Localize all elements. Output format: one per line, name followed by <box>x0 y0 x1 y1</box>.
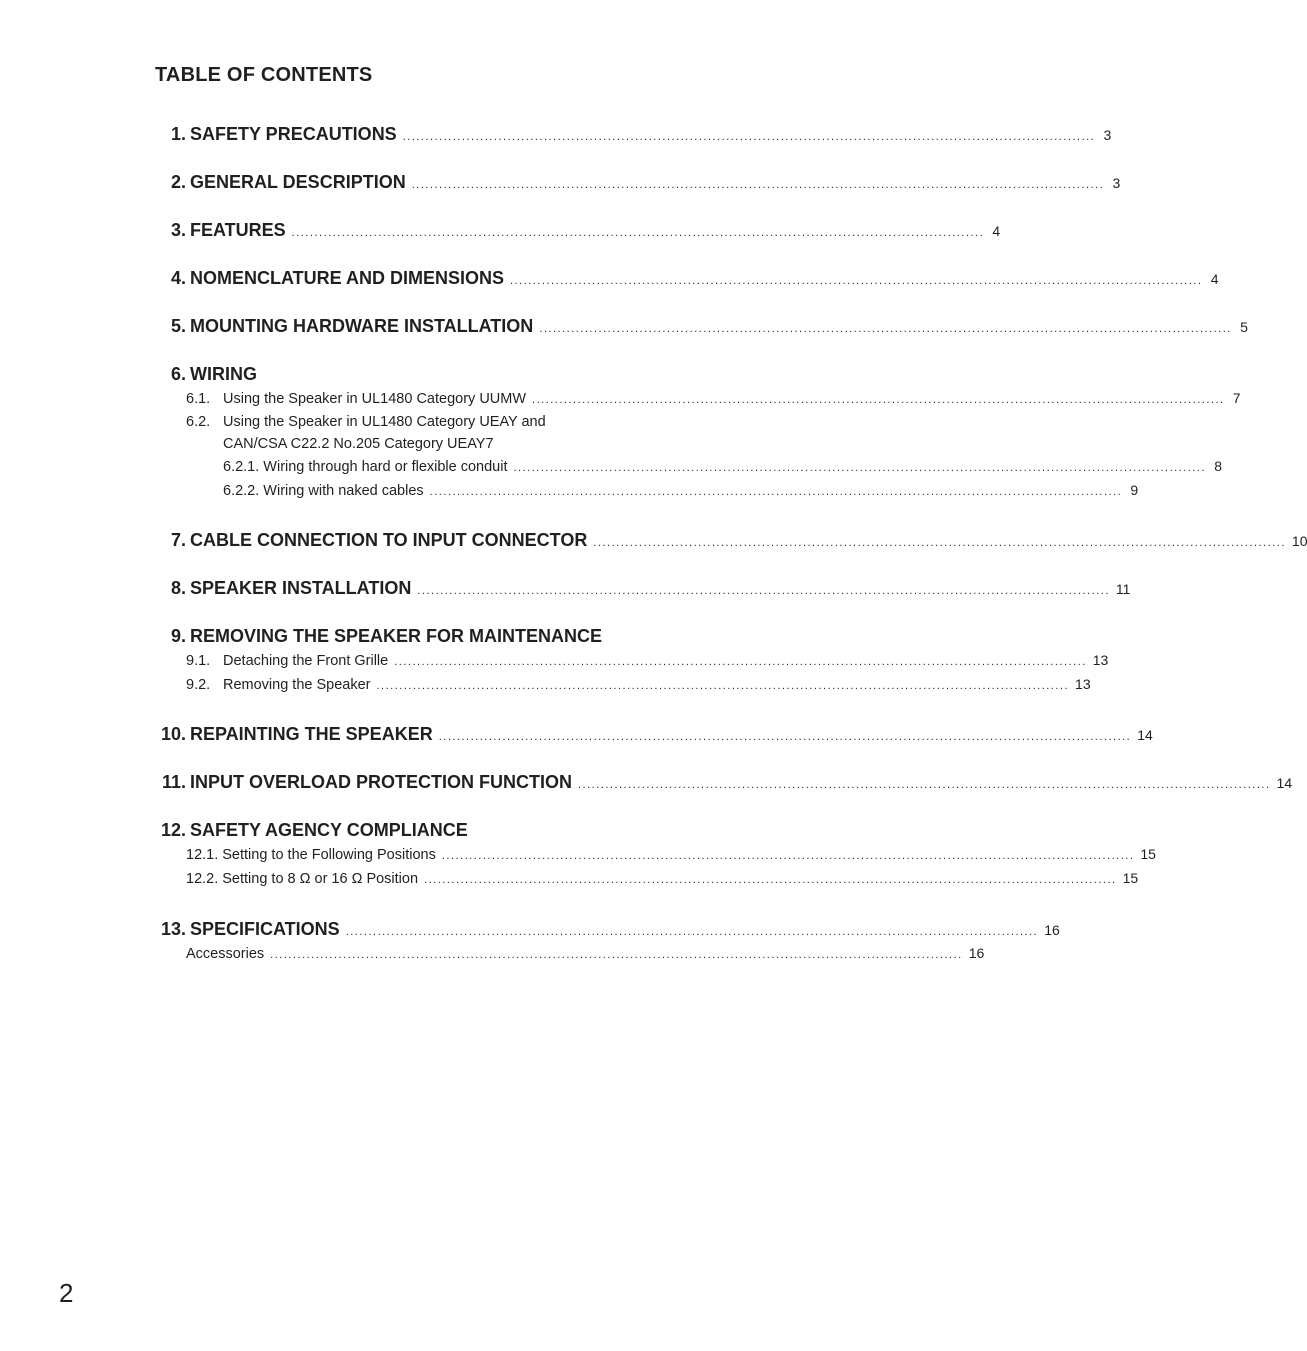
toc-subentry-title: Using the Speaker in UL1480 Category UUMW <box>223 391 527 407</box>
toc-entry-1[interactable] <box>155 124 1112 150</box>
toc-subentry-number: 6.2.2. <box>223 483 260 499</box>
toc-subentry-title-continued: CAN/CSA C22.2 No.205 Category UEAY7 <box>223 436 494 452</box>
toc-entry-6[interactable] <box>155 364 787 390</box>
toc-subentry-number: 12.2. <box>186 871 219 887</box>
toc-subentry-9-2[interactable] <box>155 676 1091 700</box>
dot-leader: ........................................................................................................................................................ <box>424 874 1117 886</box>
toc-entry-4[interactable] <box>155 268 1219 294</box>
toc-entry-number: 3. <box>170 220 186 240</box>
page-number: 2 <box>59 1278 74 1308</box>
toc-entry-title: REPAINTING THE SPEAKER <box>190 724 433 744</box>
dot-leader: ........................................................................................................................................................ <box>291 227 985 239</box>
toc-entry-2[interactable] <box>155 172 1121 198</box>
toc-entry-page: 14 <box>1276 775 1293 791</box>
toc-entry-title: SAFETY PRECAUTIONS <box>190 124 397 144</box>
toc-entry-number: 11. <box>161 772 186 792</box>
toc-subentry-title: Removing the Speaker <box>223 677 371 693</box>
toc-entry-page: 11 <box>1115 581 1131 597</box>
toc-entry-number: 1. <box>170 124 186 144</box>
toc-entry-number: 4. <box>170 268 186 288</box>
toc-subentry-title: Wiring with naked cables <box>263 483 424 499</box>
toc-entry-number: 7. <box>170 530 186 550</box>
toc-subentry-page: 13 <box>1075 676 1091 692</box>
toc-subentry-6-2-2[interactable] <box>155 482 1139 506</box>
toc-subentry-number: 6.2. <box>186 414 211 430</box>
toc-subentry-9-1[interactable] <box>155 652 1109 676</box>
toc-entry-title: SPEAKER INSTALLATION <box>190 578 412 598</box>
toc-entry-title: SPECIFICATIONS <box>190 919 340 939</box>
dot-leader: ........................................................................................................................................................ <box>578 779 1271 791</box>
toc-entry-title: MOUNTING HARDWARE INSTALLATION <box>190 316 534 336</box>
toc-entry-title: SAFETY AGENCY COMPLIANCE <box>190 820 468 840</box>
toc-entry-title: GENERAL DESCRIPTION <box>190 172 406 192</box>
dot-leader: ........................................................................................................................................................ <box>270 949 963 961</box>
toc-entry-number: 13. <box>160 919 186 939</box>
toc-entry-number: 8. <box>170 578 186 598</box>
toc-subentry-page: 16 <box>968 945 985 961</box>
toc-subentry-page: 13 <box>1092 652 1109 668</box>
toc-subentry-number: 6.1. <box>186 391 211 407</box>
toc-entry-number: 9. <box>170 626 186 646</box>
toc-entry-title: FEATURES <box>190 220 286 240</box>
toc-entry-page: 3 <box>1112 175 1121 191</box>
toc-entry-number: 6. <box>170 364 186 384</box>
dot-leader: ........................................................................................................................................................ <box>417 585 1110 597</box>
toc-subentry-12-1[interactable] <box>155 846 1156 870</box>
toc-entry-page: 4 <box>1210 271 1219 287</box>
toc-entry-title: INPUT OVERLOAD PROTECTION FUNCTION <box>190 772 572 792</box>
dot-leader: ........................................................................................................................................................ <box>513 462 1207 474</box>
toc-entry-page: 5 <box>1240 319 1248 335</box>
toc-subentry-number: 6.2.1. <box>223 459 260 475</box>
toc-entry-page: 3 <box>1103 127 1112 143</box>
toc-subentry-page: 9 <box>1130 482 1139 498</box>
toc-entry-page: 10 <box>1291 533 1307 549</box>
toc-entry-page: 14 <box>1137 727 1153 743</box>
dot-leader: ........................................................................................................................................................ <box>376 680 1070 692</box>
dot-leader: ........................................................................................................................................................ <box>411 179 1105 191</box>
toc-subentry-accessories[interactable] <box>155 945 985 969</box>
toc-entry-title: WIRING <box>190 364 257 384</box>
toc-subentry-page: 7 <box>1232 390 1241 406</box>
toc-entry-8[interactable] <box>155 578 1131 604</box>
toc-entry-number: 12. <box>160 820 186 840</box>
dot-leader: ........................................................................................................................................................ <box>402 131 1096 143</box>
toc-subentry-page: 15 <box>1140 846 1156 862</box>
dot-leader: ........................................................................................................................................................ <box>510 275 1203 287</box>
page-title: TABLE OF CONTENTS <box>155 64 373 86</box>
dot-leader: ........................................................................................................................................................ <box>539 323 1232 335</box>
toc-entry-number: 2. <box>170 172 186 192</box>
dot-leader: ........................................................................................................................................................ <box>593 537 1286 549</box>
toc-subentry-title: Accessories <box>186 946 265 962</box>
toc-subentry-number: 9.1. <box>186 653 211 669</box>
toc-subentry-title: Setting to the Following Positions <box>222 847 436 863</box>
toc-entry-title: NOMENCLATURE AND DIMENSIONS <box>190 268 504 288</box>
dot-leader: ........................................................................................................................................................ <box>441 850 1135 862</box>
toc-entry-number: 5. <box>170 316 186 336</box>
toc-subentry-12-2[interactable] <box>155 870 1139 894</box>
toc-entry-12[interactable] <box>155 820 787 846</box>
toc-entry-3[interactable] <box>155 220 1001 246</box>
toc-entry-page: 4 <box>992 223 1001 239</box>
toc-entry-title: REMOVING THE SPEAKER FOR MAINTENANCE <box>190 626 603 646</box>
toc-entry-11[interactable] <box>155 772 1293 798</box>
toc-subentry-title: Using the Speaker in UL1480 Category UEAY and <box>223 414 546 430</box>
toc-entry-page: 16 <box>1044 922 1060 938</box>
dot-leader: ........................................................................................................................................................ <box>345 926 1039 938</box>
toc-subentry-title: Detaching the Front Grille <box>223 653 389 669</box>
toc-subentry-6-2-1[interactable] <box>155 458 1223 482</box>
toc-subentry-title: Setting to 8 Ω or 16 Ω Position <box>222 871 419 887</box>
dot-leader: ........................................................................................................................................................ <box>532 394 1225 406</box>
toc-entry-number: 10. <box>160 724 186 744</box>
toc-entry-7[interactable] <box>155 530 1307 556</box>
toc-entry-title: CABLE CONNECTION TO INPUT CONNECTOR <box>190 530 588 550</box>
dot-leader: ........................................................................................................................................................ <box>429 486 1123 498</box>
table-of-contents <box>155 124 1307 969</box>
dot-leader: ........................................................................................................................................................ <box>438 731 1132 743</box>
toc-subentry-title: Wiring through hard or flexible conduit <box>263 459 508 475</box>
toc-entry-10[interactable] <box>155 724 1153 750</box>
toc-subentry-6-1[interactable] <box>155 390 1241 414</box>
toc-entry-5[interactable] <box>155 316 1248 342</box>
toc-subentry-page: 8 <box>1214 458 1223 474</box>
toc-entry-13[interactable] <box>155 919 1060 945</box>
dot-leader: ........................................................................................................................................................ <box>394 656 1087 668</box>
toc-subentry-6-2[interactable] <box>155 414 787 434</box>
toc-entry-9[interactable] <box>155 626 787 652</box>
toc-subentry-page: 15 <box>1122 870 1139 886</box>
toc-subentry-number: 9.2. <box>186 677 211 693</box>
toc-subentry-number: 12.1. <box>186 847 219 863</box>
